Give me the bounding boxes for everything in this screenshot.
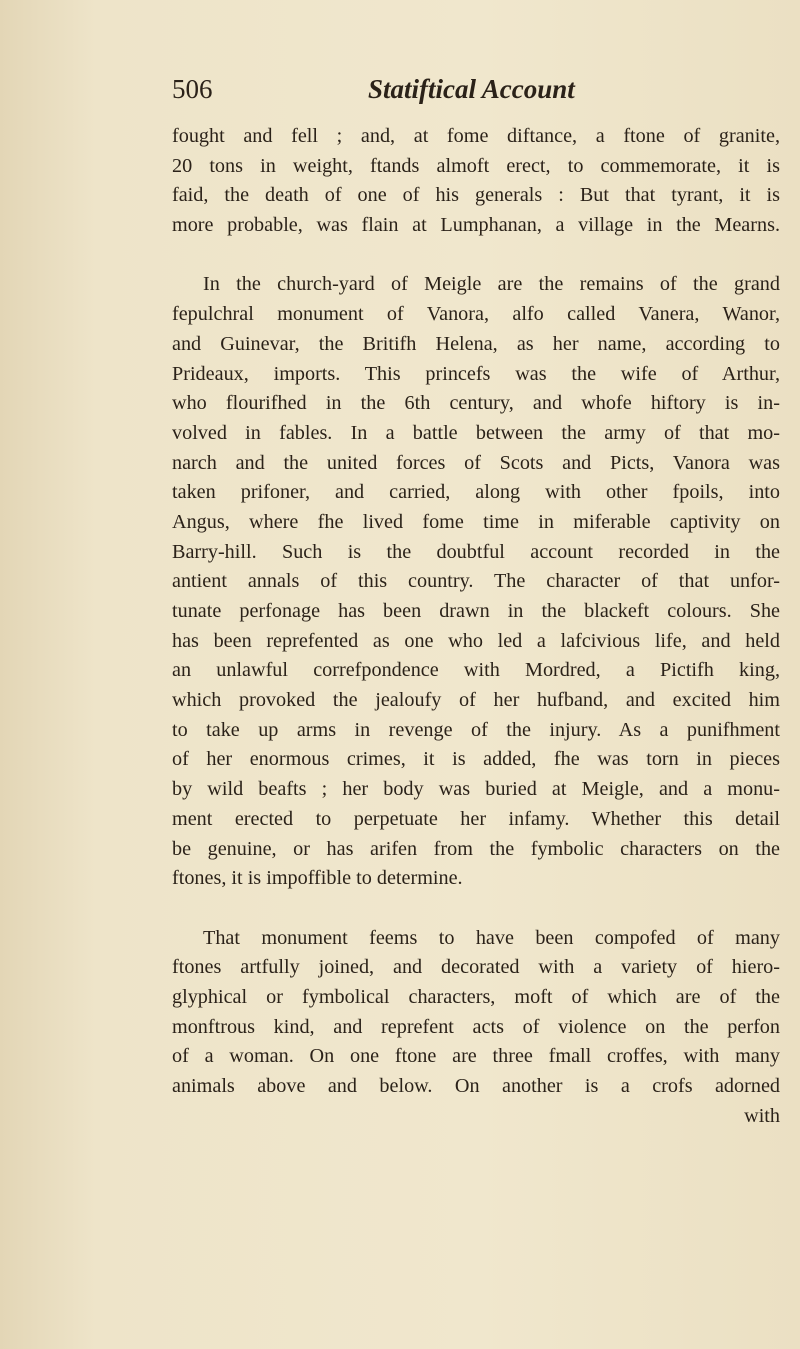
- text-line: tunate perfonage has been drawn in the blackeft colours. She: [172, 600, 780, 622]
- paragraph: [172, 270, 780, 893]
- paragraph-gap: [172, 241, 780, 271]
- text-line: 20 tons in weight, ftands almoft erect, to commemorate, it is: [172, 154, 780, 177]
- text-line: ment erected to perpetuate her infamy. Whether this detail: [172, 807, 780, 830]
- paragraph: [172, 122, 780, 241]
- text-line: That monument feems to have been compofed of many: [203, 926, 780, 949]
- text-line: which provoked the jealoufy of her hufband, and excited him: [172, 689, 780, 712]
- text-line: Angus, where fhe lived fome time in miferable captivity on: [172, 510, 780, 533]
- text-line: by wild beafts ; her body was buried at Meigle, and a monu-: [172, 778, 780, 801]
- text-line: ftones artfully joined, and decorated with a variety of hiero-: [172, 956, 780, 979]
- text-line: has been reprefented as one who led a lafcivious life, and held: [172, 629, 780, 652]
- page-header: [172, 74, 772, 114]
- text-line: to take up arms in revenge of the injury. As a punifhment: [172, 718, 780, 741]
- text-line: monftrous kind, and reprefent acts of violence on the perfon: [172, 1015, 780, 1038]
- text-line: narch and the united forces of Scots and Picts, Vanora was: [172, 451, 780, 474]
- text-line: ftones, it is impoffible to determine.: [172, 867, 463, 890]
- paragraph: [172, 924, 780, 1132]
- text-line: fought and fell ; and, at fome diftance, a ftone of granite,: [172, 125, 780, 147]
- paragraph-gap: [172, 894, 780, 924]
- text-line: and Guinevar, the Britifh Helena, as her name, according to: [172, 332, 780, 355]
- text-line: animals above and below. On another is a crofs adorned: [172, 1075, 780, 1097]
- text-line: more probable, was flain at Lumphanan, a village in the Mearns.: [172, 214, 780, 237]
- text-line: of her enormous crimes, it is added, fhe was torn in pieces: [172, 748, 780, 771]
- text-line: antient annals of this country. The character of that unfor-: [172, 570, 780, 593]
- text-line: fepulchral monument of Vanora, alfo called Vanera, Wanor,: [172, 303, 780, 326]
- running-title: Statiftical Account: [368, 74, 575, 104]
- catchword: with: [744, 1104, 780, 1127]
- text-line: In the church-yard of Meigle are the remains of the grand: [203, 273, 780, 296]
- text-line: an unlawful correfpondence with Mordred, a Pictifh king,: [172, 659, 780, 682]
- text-line: glyphical or fymbolical characters, moft of which are of the: [172, 985, 780, 1008]
- text-line: volved in fables. In a battle between the army of that mo-: [172, 421, 780, 444]
- text-line: faid, the death of one of his generals : But that tyrant, it is: [172, 184, 780, 207]
- text-line: Barry-hill. Such is the doubtful account recorded in the: [172, 540, 780, 563]
- page-number: 506: [172, 74, 213, 104]
- text-line: of a woman. On one ftone are three fmall croffes, with many: [172, 1045, 780, 1068]
- text-line: who flourifhed in the 6th century, and whofe hiftory is in-: [172, 392, 780, 415]
- text-line: taken prifoner, and carried, along with other fpoils, into: [172, 481, 780, 504]
- text-line: be genuine, or has arifen from the fymbolic characters on the: [172, 837, 780, 860]
- text-line: Prideaux, imports. This princefs was the wife of Arthur,: [172, 362, 780, 385]
- body-text: [172, 122, 780, 1131]
